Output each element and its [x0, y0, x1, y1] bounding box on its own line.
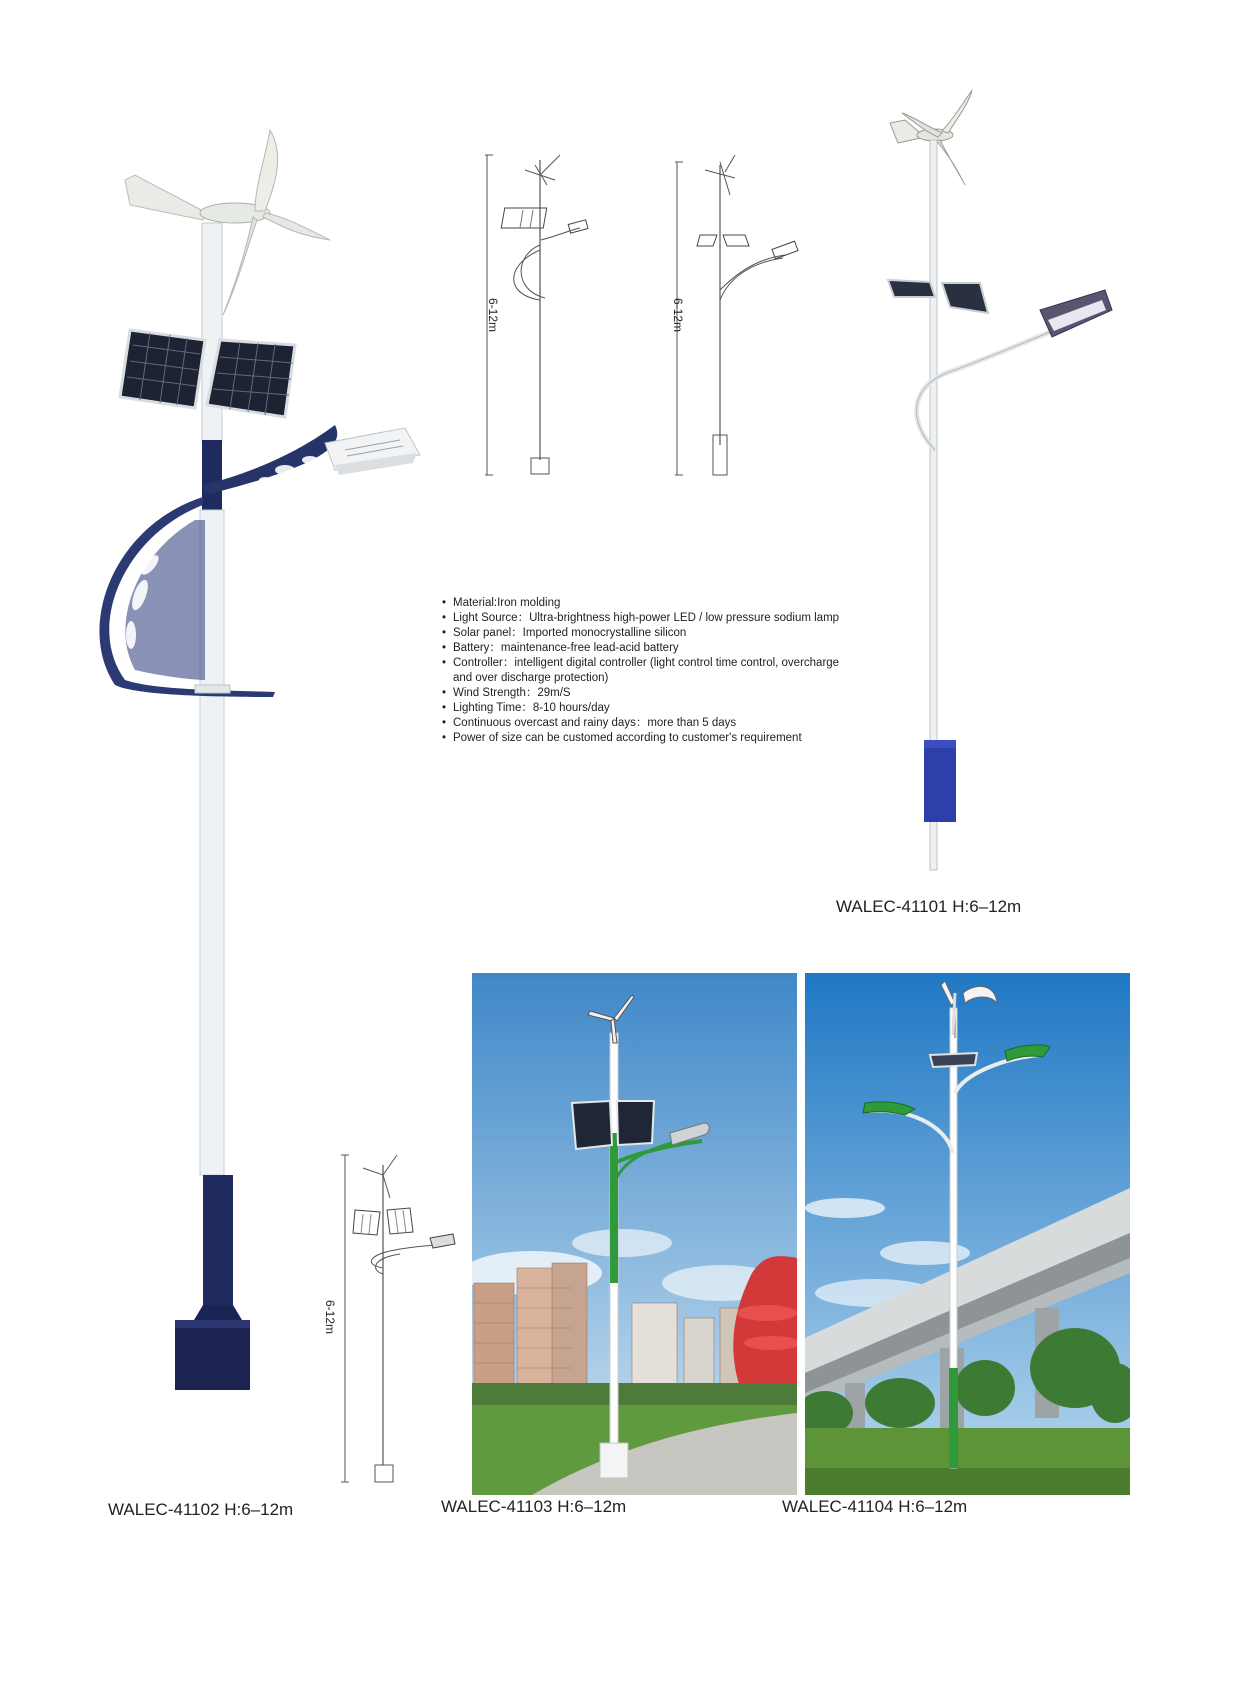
spec-item: • Wind Strength：29m/S	[442, 686, 842, 701]
product-photo-41103	[472, 973, 797, 1495]
caption-41102: WALEC-41102 H:6–12m	[108, 1500, 294, 1519]
spec-item: • Solar panel：Imported monocrystalline silicon	[442, 626, 842, 641]
caption-41101: WALEC-41101 H:6–12m	[836, 897, 1022, 916]
caption-41104: WALEC-41104 H:6–12m	[782, 1497, 968, 1516]
spec-list	[442, 596, 842, 746]
dimension-label-3: 6-12m	[323, 1300, 337, 1335]
dimension-label-2: 6-12m	[671, 298, 685, 333]
lamp-head-icon	[1040, 290, 1112, 337]
caption-41103: WALEC-41103 H:6–12m	[441, 1497, 627, 1516]
spec-item: • Controller：intelligent digital controller (light control time control, overcharge and over discharge protection)	[442, 656, 842, 686]
solar-panel-icon	[930, 1053, 977, 1067]
dimension-label-1: 6-12m	[486, 298, 500, 333]
lamp-head-icon	[325, 428, 420, 475]
line-drawing-3	[335, 1150, 460, 1490]
product-photo-41104	[805, 973, 1130, 1495]
spec-item: • Continuous overcast and rainy days：more than 5 days	[442, 716, 842, 731]
spec-item: • Power of size can be customed according to customer's requirement	[442, 731, 842, 746]
solar-panel-icon	[888, 280, 988, 313]
spec-item: • Light Source：Ultra-brightness high-power LED / low pressure sodium lamp	[442, 611, 842, 626]
wind-turbine-icon	[125, 130, 330, 315]
spec-item: • Battery：maintenance-free lead-acid battery	[442, 641, 842, 656]
line-drawing-1	[485, 150, 590, 480]
spec-item: • Material:Iron molding	[442, 596, 842, 611]
spec-item: • Lighting Time：8-10 hours/day	[442, 701, 842, 716]
product-image-41101	[880, 85, 1125, 885]
line-drawing-2	[675, 150, 800, 480]
